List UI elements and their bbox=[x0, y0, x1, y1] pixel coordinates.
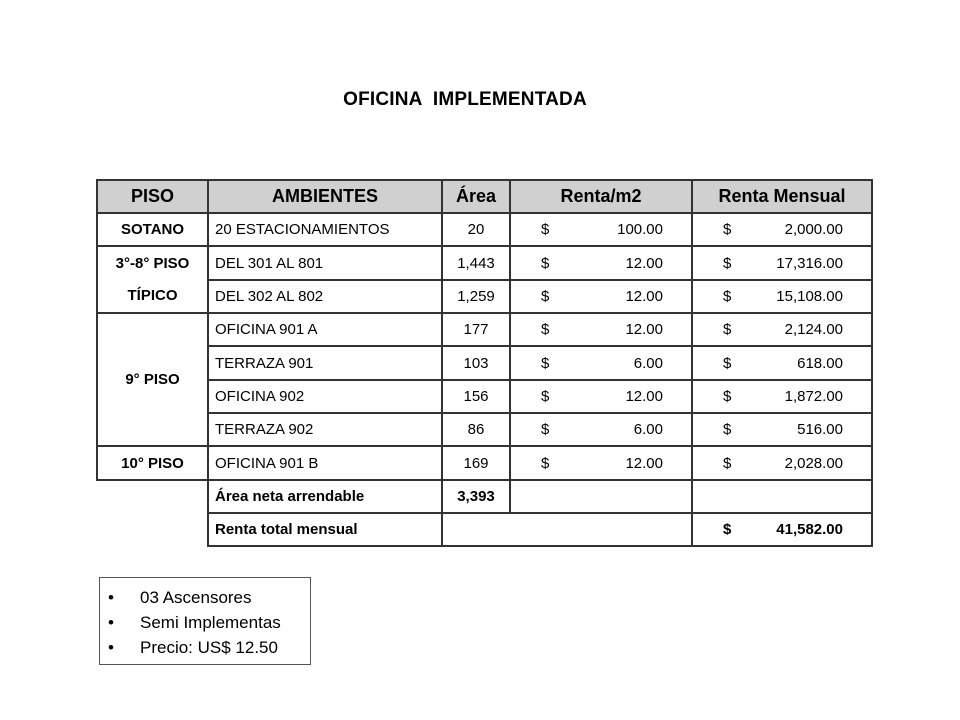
currency-symbol: $ bbox=[541, 321, 550, 338]
notes-box bbox=[99, 577, 311, 665]
renta-mensual-value: 2,124.00 bbox=[784, 321, 843, 338]
notes-list bbox=[108, 585, 302, 660]
currency-symbol: $ bbox=[541, 388, 550, 405]
bullet-icon: • bbox=[108, 613, 114, 632]
empty-cell bbox=[441, 512, 693, 547]
renta-total-cell bbox=[691, 512, 873, 547]
cell-renta-mensual bbox=[691, 379, 873, 414]
cell-renta-mensual bbox=[691, 412, 873, 447]
cell-renta-m2 bbox=[509, 379, 693, 414]
cell-renta-mensual bbox=[691, 345, 873, 381]
empty-cell bbox=[509, 479, 693, 514]
renta-mensual-value: 17,316.00 bbox=[776, 254, 843, 272]
cell-renta-m2 bbox=[509, 245, 693, 281]
currency-symbol: $ bbox=[723, 521, 732, 538]
currency-symbol: $ bbox=[723, 254, 732, 272]
page-title: OFICINA IMPLEMENTADA bbox=[343, 89, 587, 110]
cell-renta-mensual bbox=[691, 445, 873, 481]
currency-symbol: $ bbox=[723, 421, 732, 438]
header-area: Área bbox=[441, 179, 511, 214]
note-item bbox=[108, 610, 302, 635]
cell-renta-mensual bbox=[691, 279, 873, 314]
cell-renta-mensual bbox=[691, 245, 873, 281]
cell-renta-m2 bbox=[509, 279, 693, 314]
cell-area: 86 bbox=[441, 412, 511, 447]
renta-m2-value: 12.00 bbox=[625, 288, 663, 305]
cell-ambiente: DEL 301 AL 801 bbox=[207, 245, 443, 281]
note-text: Semi Implementas bbox=[140, 613, 281, 632]
renta-m2-value: 12.00 bbox=[625, 454, 663, 472]
cell-ambiente: DEL 302 AL 802 bbox=[207, 279, 443, 314]
currency-symbol: $ bbox=[723, 321, 732, 338]
currency-symbol: $ bbox=[541, 421, 550, 438]
cell-area: 1,443 bbox=[441, 245, 511, 281]
area-neta-label: Área neta arrendable bbox=[207, 479, 443, 514]
currency-symbol: $ bbox=[723, 221, 732, 238]
header-renta-mensual: Renta Mensual bbox=[691, 179, 873, 214]
bullet-icon: • bbox=[108, 588, 114, 607]
piso-10: 10° PISO bbox=[96, 445, 209, 481]
cell-area: 177 bbox=[441, 312, 511, 347]
cell-ambiente: TERRAZA 902 bbox=[207, 412, 443, 447]
empty-cell bbox=[691, 479, 873, 514]
currency-symbol: $ bbox=[541, 454, 550, 472]
cell-area: 103 bbox=[441, 345, 511, 381]
cell-renta-mensual bbox=[691, 212, 873, 247]
currency-symbol: $ bbox=[723, 354, 732, 372]
header-piso: PISO bbox=[96, 179, 209, 214]
cell-area: 156 bbox=[441, 379, 511, 414]
renta-total-value: 41,582.00 bbox=[776, 521, 843, 538]
note-text: Precio: US$ 12.50 bbox=[140, 638, 278, 657]
cell-renta-m2 bbox=[509, 312, 693, 347]
note-text: 03 Ascensores bbox=[140, 588, 252, 607]
renta-m2-value: 6.00 bbox=[633, 354, 663, 372]
renta-mensual-value: 618.00 bbox=[797, 354, 843, 372]
cell-area: 20 bbox=[441, 212, 511, 247]
piso-tipico-line1: 3°-8° PISO bbox=[115, 254, 190, 272]
renta-m2-value: 12.00 bbox=[625, 254, 663, 272]
renta-mensual-value: 1,872.00 bbox=[784, 388, 843, 405]
currency-symbol: $ bbox=[541, 288, 550, 305]
cell-ambiente: OFICINA 902 bbox=[207, 379, 443, 414]
renta-mensual-value: 516.00 bbox=[797, 421, 843, 438]
currency-symbol: $ bbox=[723, 454, 732, 472]
piso-9: 9° PISO bbox=[96, 312, 209, 447]
cell-ambiente: OFICINA 901 A bbox=[207, 312, 443, 347]
renta-m2-value: 100.00 bbox=[617, 221, 663, 238]
header-renta-m2: Renta/m2 bbox=[509, 179, 693, 214]
header-ambientes: AMBIENTES bbox=[207, 179, 443, 214]
currency-symbol: $ bbox=[541, 354, 550, 372]
currency-symbol: $ bbox=[541, 221, 550, 238]
renta-m2-value: 6.00 bbox=[633, 421, 663, 438]
cell-renta-mensual bbox=[691, 312, 873, 347]
renta-total-label: Renta total mensual bbox=[207, 512, 443, 547]
cell-area: 1,259 bbox=[441, 279, 511, 314]
cell-renta-m2 bbox=[509, 412, 693, 447]
cell-ambiente: TERRAZA 901 bbox=[207, 345, 443, 381]
cell-renta-m2 bbox=[509, 212, 693, 247]
renta-m2-value: 12.00 bbox=[625, 388, 663, 405]
cell-ambiente: 20 ESTACIONAMIENTOS bbox=[207, 212, 443, 247]
renta-m2-value: 12.00 bbox=[625, 321, 663, 338]
area-neta-value: 3,393 bbox=[441, 479, 511, 514]
note-item bbox=[108, 635, 302, 660]
renta-mensual-value: 2,000.00 bbox=[784, 221, 843, 238]
piso-tipico bbox=[96, 245, 209, 314]
piso-tipico-line2: TÍPICO bbox=[127, 287, 178, 305]
cell-ambiente: OFICINA 901 B bbox=[207, 445, 443, 481]
cell-renta-m2 bbox=[509, 445, 693, 481]
note-item bbox=[108, 585, 302, 610]
bullet-icon: • bbox=[108, 638, 114, 657]
currency-symbol: $ bbox=[541, 254, 550, 272]
renta-mensual-value: 15,108.00 bbox=[776, 288, 843, 305]
currency-symbol: $ bbox=[723, 388, 732, 405]
cell-renta-m2 bbox=[509, 345, 693, 381]
currency-symbol: $ bbox=[723, 288, 732, 305]
piso-sotano: SOTANO bbox=[96, 212, 209, 247]
cell-area: 169 bbox=[441, 445, 511, 481]
renta-mensual-value: 2,028.00 bbox=[784, 454, 843, 472]
